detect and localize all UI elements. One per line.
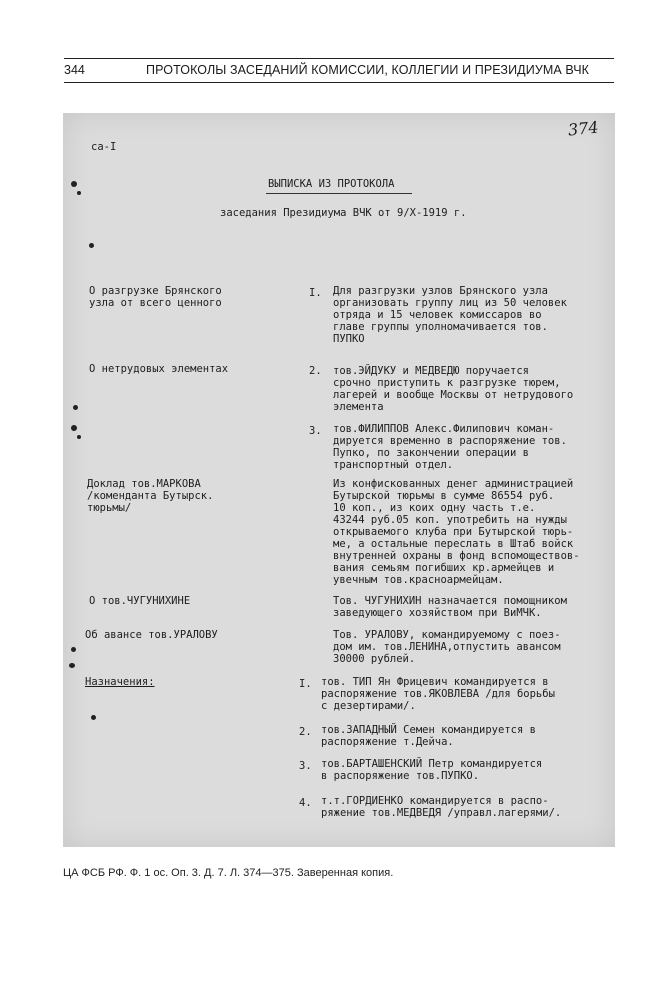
punch-mark [71, 181, 77, 187]
item-number: I. [309, 287, 322, 299]
running-title: ПРОТОКОЛЫ ЗАСЕДАНИЙ КОМИССИИ, КОЛЛЕГИИ И ПРЕЗИДИУМА ВЧК [146, 63, 590, 77]
appointments-label: Назначения: [85, 676, 155, 688]
appointment-number: 4. [299, 797, 312, 809]
punch-mark [89, 243, 94, 248]
punch-mark [71, 425, 77, 431]
page-header [64, 63, 614, 81]
archive-page-number: 374 [567, 117, 600, 140]
item-topic: О нетрудовых элементах [89, 363, 229, 375]
document-subtitle: заседания Президиума ВЧК от 9/Х-1919 г. [220, 207, 467, 219]
punch-mark [69, 663, 75, 668]
item-topic: Об авансе тов.УРАЛОВУ [85, 629, 218, 641]
title-underline [266, 193, 412, 194]
appointment-number: I. [299, 678, 312, 690]
document-scan: 374 са-I ВЫПИСКА ИЗ ПРОТОКОЛА заседания Президиума ВЧК от 9/Х-1919 г. О разгрузке Брянского узла от всего ценного I. Для разгрузки узлов Брянского узла организовать группу лиц из 50 человек отряда и 15 человек комиссаров во главе группы уполномачивается тов. ПУПКО О нетрудовых элементах 2. тов.ЭЙДУКУ и МЕДВЕДЮ поручается срочно приступить к разгрузке тюрем, лагерей и вообще Москвы от нетрудового элемента 3. тов.ФИЛИППОВ Алекс.Филипович коман- дируется временно в распоряжение тов. Пупко, по закончении операции в транспортный отдел. Доклад тов.МАРКОВА /коменданта Бутырск. тюрьмы/ Из конфискованных денег администрацией Бутырской тюрьмы в сумме 86554 руб. 10 коп., из коих одну часть т.е. 43244 руб.05 коп. употребить на нужды открываемого клуба при Бутырской тюрь- ме, а остальные переслать в Штаб войск внутренней охраны в фонд вспомоществов- вания семьям погибших кр.армейцев и увечным тов.красноармейцам. О тов.ЧУГУНИХИНЕ Тов. ЧУГУНИХИН назначается помощником заведующего хозяйством при ВиМЧК. Об авансе тов.УРАЛОВУ Тов. УРАЛОВУ, командируемому с поез- дом им. тов.ЛЕНИНА,отпустить авансом 30000 рублей. Назначения: I. тов. ТИП Ян Фрицевич командируется в распоряжение тов.ЯКОВЛЕВА /для борьбы с дезертирами/. 2. тов.ЗАПАДНЫЙ Семен командируется в распоряжение т.Дейча. 3. тов.БАРТАШЕНСКИЙ Петр командируется в распоряжение тов.ПУПКО. 4. т.т.ГОРДИЕНКО командируется в распо- ряжение тов.МЕДВЕДЯ /управл.лагерями/. [63, 113, 615, 847]
item-number: 2. [309, 365, 322, 377]
punch-mark [71, 647, 76, 652]
header-bottom-rule [64, 82, 614, 83]
appointment-number: 3. [299, 760, 312, 772]
punch-mark [73, 405, 78, 410]
item-number: 3. [309, 425, 322, 437]
appointment-number: 2. [299, 726, 312, 738]
page-number: 344 [64, 63, 85, 77]
source-caption: ЦА ФСБ РФ. Ф. 1 ос. Оп. 3. Д. 7. Л. 374—375. Заверенная копия. [63, 867, 394, 879]
document-ref: са-I [91, 141, 117, 153]
document-title: ВЫПИСКА ИЗ ПРОТОКОЛА [268, 178, 395, 190]
item-topic: О тов.ЧУГУНИХИНЕ [89, 595, 191, 607]
header-top-rule [64, 58, 614, 59]
punch-mark [77, 191, 81, 195]
punch-mark [77, 435, 81, 439]
punch-mark [91, 715, 96, 720]
